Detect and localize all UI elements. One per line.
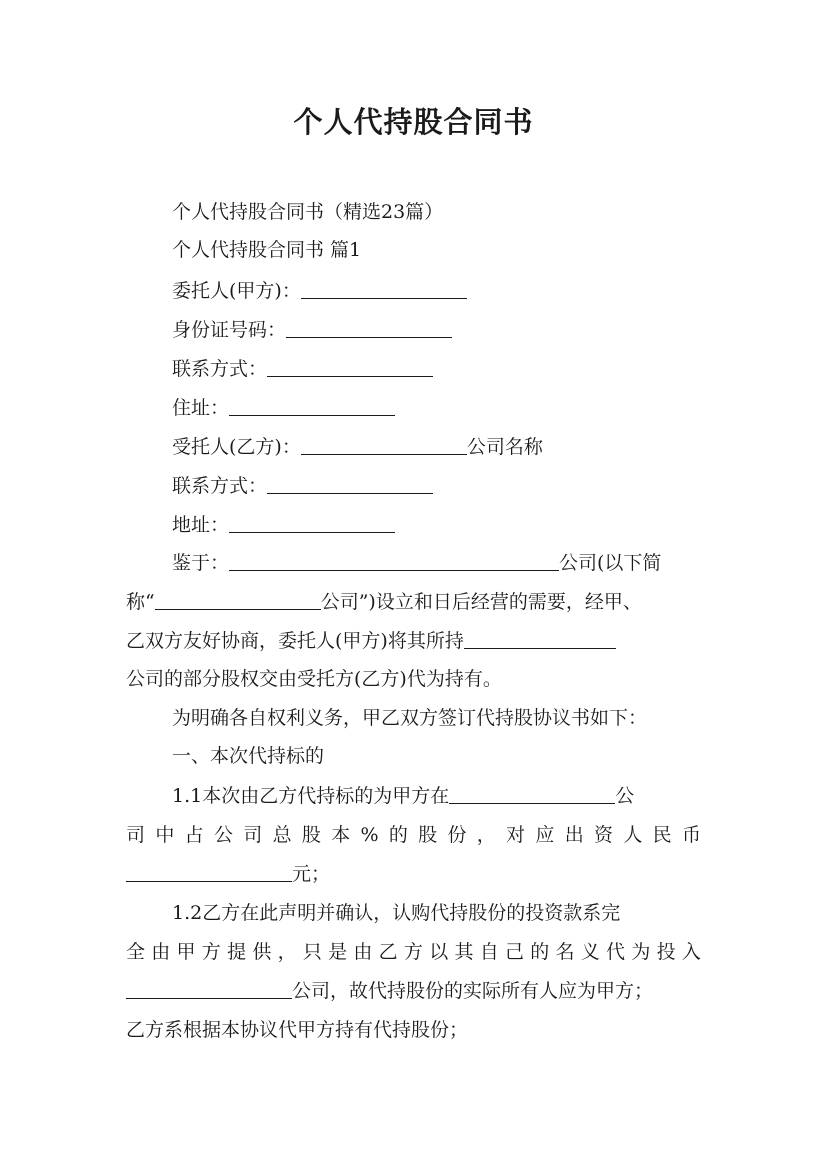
clause-text: 公 (615, 785, 635, 807)
agent-label: 受托人(乙方)： (172, 436, 301, 458)
clause-char: 民 (652, 824, 672, 846)
clause-text: 元； (292, 863, 331, 885)
clause-char: 投 (656, 941, 676, 963)
clause-char: 自 (479, 941, 499, 963)
contact2-field (172, 474, 433, 498)
clause-char: 全 (126, 941, 146, 963)
address2-field (172, 513, 395, 537)
document-subtitle: 个人代持股合同书（精选23篇） (172, 201, 444, 223)
preamble-line-3 (126, 629, 616, 653)
clause-char: ， (476, 824, 496, 846)
clause-char: 以 (429, 941, 449, 963)
agent-blank (301, 436, 467, 455)
clause-char: 本 (331, 824, 351, 846)
clause-char: 股 (418, 824, 438, 846)
document-title: 个人代持股合同书 (293, 105, 534, 139)
address-label: 住址： (172, 397, 230, 419)
clause-char: 的 (388, 824, 408, 846)
address2-blank (229, 514, 395, 533)
contact-label: 联系方式： (172, 358, 268, 380)
purpose-statement: 为明确各自权利义务，甲乙双方签订代持股协议书如下： (172, 707, 648, 729)
clause-char: 提 (227, 941, 247, 963)
clause-char: 对 (506, 824, 526, 846)
preamble-line-4: 公司的部分股权交由受托方(乙方)代为持有。 (126, 668, 502, 690)
clause-char: 应 (535, 824, 555, 846)
principal-label: 委托人(甲方)： (172, 280, 301, 302)
clause-char: 方 (403, 941, 423, 963)
preamble-line-1 (172, 551, 661, 575)
contact-blank (267, 358, 433, 377)
clause-char: 股 (301, 824, 321, 846)
id-number-field (172, 318, 452, 342)
clause-char: 只 (302, 941, 322, 963)
preamble-text: 乙双方友好协商，委托人(甲方)将其所持 (126, 630, 464, 652)
principal-field (172, 279, 467, 303)
agent-field (172, 435, 543, 459)
clause-char: 占 (184, 824, 204, 846)
clause-char: 代 (606, 941, 626, 963)
clause-char: 出 (564, 824, 584, 846)
clause-char: 人 (623, 824, 643, 846)
clause-char: 供 (252, 941, 272, 963)
clause-char: 是 (328, 941, 348, 963)
clause-char: 入 (681, 941, 701, 963)
clause-char: 中 (155, 824, 175, 846)
clause-1-1-line-2 (126, 823, 701, 847)
contact-field (172, 357, 433, 381)
id-number-label: 身份证号码： (172, 319, 287, 341)
preamble-line-2 (126, 590, 642, 614)
clause-char: 乙 (378, 941, 398, 963)
clause-char: % (360, 824, 379, 846)
clause-1-2-line-2 (126, 940, 701, 964)
clause-text: 公司，故代持股份的实际所有人应为甲方； (292, 980, 654, 1002)
clause-blank (126, 863, 292, 882)
section-heading: 一、本次代持标的 (172, 745, 325, 767)
preamble-blank (464, 630, 616, 649)
clause-char: 其 (454, 941, 474, 963)
clause-char: 方 (201, 941, 221, 963)
clause-char: 资 (594, 824, 614, 846)
clause-char: 总 (272, 824, 292, 846)
preamble-text: 公司(以下简 (559, 552, 662, 574)
id-number-blank (286, 319, 452, 338)
preamble-text: 鉴于： (172, 552, 230, 574)
article-heading: 个人代持股合同书 篇1 (172, 239, 362, 261)
principal-blank (301, 280, 467, 299)
clause-char: 己 (504, 941, 524, 963)
clause-char: 由 (353, 941, 373, 963)
clause-char: ， (277, 941, 297, 963)
clause-char: 司 (126, 824, 146, 846)
address-blank (229, 397, 395, 416)
clause-1-1-line-1 (172, 784, 634, 808)
clause-1-2-line-3 (126, 979, 653, 1003)
clause-char: 公 (213, 824, 233, 846)
clause-blank (449, 785, 615, 804)
preamble-blank (229, 552, 559, 571)
contact2-blank (267, 475, 433, 494)
clause-char: 为 (631, 941, 651, 963)
clause-blank (126, 980, 292, 999)
agent-company-name: 公司名称 (466, 436, 543, 458)
clause-1-1-line-3 (126, 862, 330, 886)
clause-char: 名 (555, 941, 575, 963)
clause-1-2-line-4: 乙方系根据本协议代甲方持有代持股份； (126, 1019, 469, 1041)
clause-1-2-line-1: 1.2乙方在此声明并确认，认购代持股份的投资款系完 (172, 902, 621, 924)
preamble-blank (155, 591, 321, 610)
clause-char: 币 (681, 824, 701, 846)
preamble-text: 称“ (126, 591, 155, 613)
clause-char: 甲 (176, 941, 196, 963)
clause-char: 份 (447, 824, 467, 846)
contact2-label: 联系方式： (172, 475, 268, 497)
address-field (172, 396, 395, 420)
clause-char: 司 (243, 824, 263, 846)
address2-label: 地址： (172, 514, 230, 536)
clause-text: 1.1本次由乙方代持标的为甲方在 (172, 785, 450, 807)
clause-char: 由 (151, 941, 171, 963)
preamble-text: 公司”)设立和日后经营的需要，经甲、 (320, 591, 642, 613)
clause-char: 的 (530, 941, 550, 963)
clause-char: 义 (580, 941, 600, 963)
